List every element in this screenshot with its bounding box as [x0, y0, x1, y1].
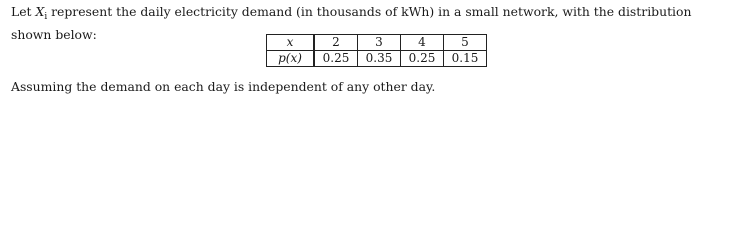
distribution-table	[266, 34, 487, 67]
table-row-p	[267, 51, 487, 67]
distribution-table-wrap	[266, 34, 487, 67]
intro-text-rest: represent the daily electricity demand (in thousands of kWh) in a small network, with the distribution	[47, 4, 692, 19]
p-value-cell: 0.15	[444, 51, 487, 67]
problem-statement	[0, 0, 736, 112]
table-row-x	[267, 35, 487, 51]
p-value-cell: 0.25	[401, 51, 444, 67]
p-value-cell: 0.35	[358, 51, 401, 67]
variable-subscript: i	[44, 12, 48, 23]
x-value-cell: 4	[401, 35, 444, 51]
x-value-cell: 5	[444, 35, 487, 51]
intro-text-lead: Let	[11, 4, 36, 19]
variable-symbol: X	[35, 4, 45, 19]
random-variable	[35, 4, 48, 23]
row-header-px: p(x)	[267, 51, 315, 67]
x-value-cell: 2	[314, 35, 358, 51]
row-header-x: x	[267, 35, 315, 51]
intro-line-2: shown below:	[11, 27, 97, 43]
outro-paragraph: Assuming the demand on each day is independent of any other day.	[11, 79, 436, 94]
p-value-cell: 0.25	[314, 51, 358, 67]
intro-line-1	[11, 3, 724, 26]
x-value-cell: 3	[358, 35, 401, 51]
